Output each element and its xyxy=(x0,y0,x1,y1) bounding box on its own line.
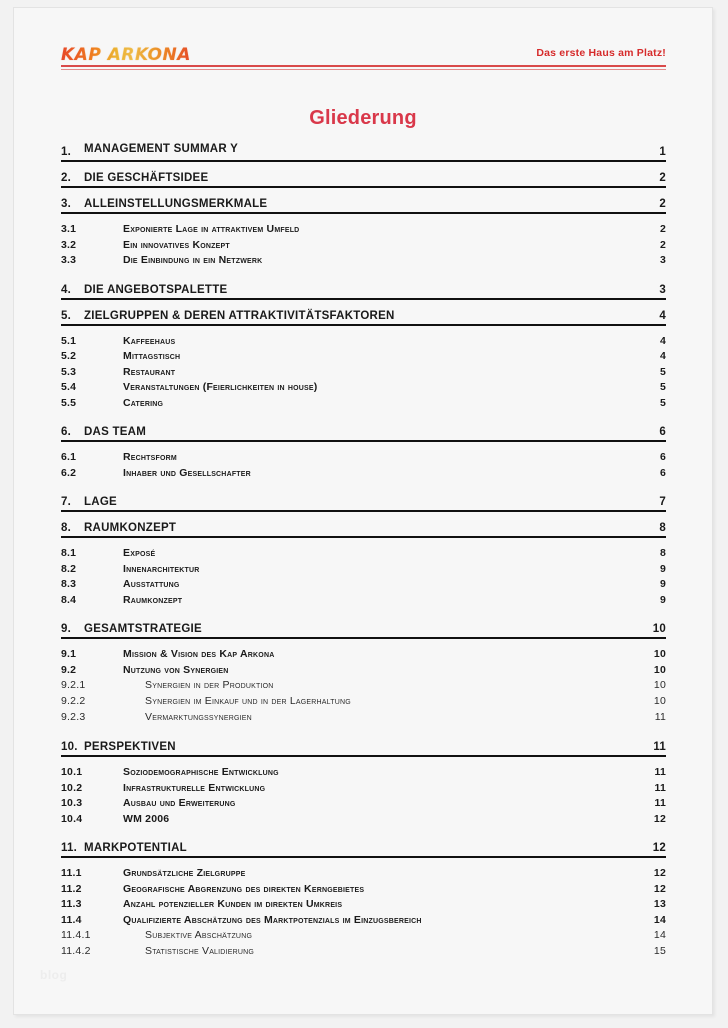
toc-entry-label: GESAMTSTRATEGIE xyxy=(84,623,202,635)
toc-entry-level-2[interactable] xyxy=(61,335,666,351)
toc-entry-label: RAUMKONZEPT xyxy=(84,522,177,534)
toc-entry-number: 6.1 xyxy=(61,451,77,463)
toc-entry-label: Geografische Abgrenzung des direkten Kerngebietes xyxy=(123,882,365,895)
toc-entry-page-number: 12 xyxy=(653,867,666,879)
toc-entry-page-number: 2 xyxy=(659,172,666,184)
toc-entry-page-number: 9 xyxy=(659,593,666,606)
toc-entry-page-number: 2 xyxy=(659,238,666,251)
toc-entry-level-2[interactable] xyxy=(61,578,666,594)
document-header xyxy=(61,41,666,73)
toc-entry-label: Die Einbindung in ein Netzwerk xyxy=(123,254,263,266)
toc-entry-number: 10.4 xyxy=(61,812,83,825)
toc-entry-number: 5.2 xyxy=(61,350,77,362)
toc-entry-label: Innenarchitektur xyxy=(123,562,200,575)
toc-entry-label: Grundsätzliche Zielgruppe xyxy=(123,867,246,879)
toc-entry-level-2[interactable] xyxy=(61,350,666,366)
toc-entry-number: 8.2 xyxy=(61,562,77,575)
document-page xyxy=(13,7,713,1015)
toc-entry-label: Subjektive Abschätzung xyxy=(145,929,253,941)
toc-entry-number: 9.2 xyxy=(61,663,77,676)
toc-entry-level-3[interactable] xyxy=(61,679,666,695)
toc-entry-level-2[interactable] xyxy=(61,451,666,467)
toc-entry-level-2[interactable] xyxy=(61,547,666,563)
toc-entry-level-1[interactable] xyxy=(61,138,666,164)
toc-entry-label: WM 2006 xyxy=(123,812,170,825)
toc-entry-page-number: 2 xyxy=(659,223,666,235)
toc-entry-label: Restaurant xyxy=(123,365,176,378)
toc-entry-label: Mittagstisch xyxy=(123,350,181,362)
toc-entry-page-number: 11 xyxy=(653,741,666,753)
toc-entry-page-number: 7 xyxy=(659,496,666,508)
toc-entry-level-2[interactable] xyxy=(61,648,666,664)
toc-entry-level-2[interactable] xyxy=(61,797,666,813)
toc-entry-level-2[interactable] xyxy=(61,813,666,829)
toc-entry-level-2[interactable] xyxy=(61,782,666,798)
toc-entry-page-number: 14 xyxy=(653,929,666,941)
toc-entry-label: Catering xyxy=(123,396,164,409)
toc-entry-level-2[interactable] xyxy=(61,223,666,239)
toc-entry-label: MARKPOTENTIAL xyxy=(84,842,187,854)
toc-entry-page-number: 5 xyxy=(659,396,666,409)
toc-entry-level-1[interactable] xyxy=(61,302,666,328)
toc-entry-page-number: 10 xyxy=(653,663,666,676)
toc-entry-number: 5.3 xyxy=(61,365,77,378)
toc-entry-page-number: 5 xyxy=(659,365,666,378)
toc-entry-label: DIE ANGEBOTSPALETTE xyxy=(84,283,228,296)
toc-entry-level-2[interactable] xyxy=(61,883,666,899)
toc-entry-level-3[interactable] xyxy=(61,711,666,727)
toc-entry-page-number: 10 xyxy=(653,679,666,691)
toc-entry-number: 2. xyxy=(61,172,72,184)
toc-entry-level-3[interactable] xyxy=(61,945,666,961)
toc-entry-level-1[interactable] xyxy=(61,190,666,216)
toc-entry-number: 11.4.1 xyxy=(61,929,91,941)
toc-entry-page-number: 5 xyxy=(659,381,666,393)
toc-entry-level-2[interactable] xyxy=(61,766,666,782)
toc-entry-label: MANAGEMENT SUMMAR Y xyxy=(84,143,239,155)
toc-entry-label: Synergien in der Produktion xyxy=(145,679,274,691)
toc-entry-level-2[interactable] xyxy=(61,381,666,397)
toc-entry-label: Rechtsform xyxy=(123,451,177,463)
toc-entry-number: 8.1 xyxy=(61,547,77,559)
toc-entry-page-number: 4 xyxy=(659,309,666,322)
toc-entry-level-2[interactable] xyxy=(61,867,666,883)
toc-entry-number: 11.4 xyxy=(61,913,82,926)
toc-entry-level-2[interactable] xyxy=(61,664,666,680)
toc-entry-label: ZIELGRUPPEN & DEREN ATTRAKTIVITÄTSFAKTOREN xyxy=(84,309,395,322)
toc-entry-level-2[interactable] xyxy=(61,914,666,930)
toc-entry-level-1[interactable] xyxy=(61,834,666,860)
toc-entry-level-1[interactable] xyxy=(61,733,666,759)
toc-entry-page-number: 3 xyxy=(659,283,666,296)
toc-entry-page-number: 9 xyxy=(659,578,666,590)
toc-entry-number: 3. xyxy=(61,198,72,210)
toc-entry-level-1[interactable] xyxy=(61,615,666,641)
toc-entry-number: 9.2.3 xyxy=(61,711,86,723)
toc-entry-label: Ausstattung xyxy=(123,578,180,590)
toc-entry-level-2[interactable] xyxy=(61,397,666,413)
toc-entry-label: Qualifizierte Abschätzung des Marktpotenzials im Einzugsbereich xyxy=(123,913,422,926)
toc-entry-label: DIE GESCHÄFTSIDEE xyxy=(84,172,209,184)
header-rule-bottom xyxy=(61,69,666,70)
toc-entry-level-2[interactable] xyxy=(61,254,666,270)
toc-entry-number: 3.1 xyxy=(61,223,77,235)
toc-entry-number: 6. xyxy=(61,426,72,438)
toc-entry-level-2[interactable] xyxy=(61,467,666,483)
toc-entry-number: 7. xyxy=(61,496,72,508)
table-of-contents xyxy=(61,138,666,961)
toc-entry-level-2[interactable] xyxy=(61,563,666,579)
toc-entry-number: 11.1 xyxy=(61,867,82,879)
toc-entry-label: Kaffeehaus xyxy=(123,334,176,347)
toc-entry-level-1[interactable] xyxy=(61,418,666,444)
toc-entry-label: Ein innovatives Konzept xyxy=(123,238,230,251)
toc-entry-label: Infrastrukturelle Entwicklung xyxy=(123,781,266,794)
toc-entry-number: 9.1 xyxy=(61,648,77,660)
header-rule-top xyxy=(61,65,666,67)
footer-watermark: blog xyxy=(40,968,68,982)
toc-entry-level-1[interactable] xyxy=(61,276,666,302)
toc-entry-number: 11.4.2 xyxy=(61,945,91,957)
toc-entry-page-number: 6 xyxy=(659,426,666,438)
toc-entry-label: ALLEINSTELLUNGSMERKMALE xyxy=(84,198,268,210)
toc-entry-number: 5.1 xyxy=(61,334,77,347)
toc-entry-number: 4. xyxy=(61,283,72,296)
toc-entry-label: LAGE xyxy=(84,496,117,508)
toc-entry-page-number: 10 xyxy=(653,648,666,660)
toc-entry-page-number: 1 xyxy=(659,146,666,158)
toc-entry-label: Inhaber und Gesellschafter xyxy=(123,466,251,479)
toc-entry-page-number: 11 xyxy=(654,797,666,809)
toc-entry-page-number: 9 xyxy=(659,562,666,575)
toc-entry-number: 11.2 xyxy=(61,882,82,895)
kap-arkona-logo: KAP ARKONA xyxy=(61,45,191,65)
toc-entry-page-number: 12 xyxy=(653,812,666,825)
toc-entry-page-number: 12 xyxy=(653,882,666,895)
toc-entry-page-number: 11 xyxy=(654,711,666,723)
toc-entry-level-2[interactable] xyxy=(61,366,666,382)
toc-entry-label: Statistische Validierung xyxy=(145,945,254,957)
toc-entry-number: 8.3 xyxy=(61,578,77,590)
toc-entry-page-number: 12 xyxy=(652,842,666,854)
toc-entry-number: 9.2.1 xyxy=(61,679,86,691)
toc-entry-page-number: 10 xyxy=(653,695,666,707)
toc-entry-page-number: 11 xyxy=(654,781,666,794)
toc-entry-label: Anzahl potenzieller Kunden im direkten Umkreis xyxy=(123,898,343,910)
toc-entry-page-number: 15 xyxy=(653,945,666,957)
toc-entry-label: Vermarktungssynergien xyxy=(145,711,252,723)
toc-entry-label: Ausbau und Erweiterung xyxy=(123,797,236,809)
page-title: Gliederung xyxy=(309,107,417,129)
toc-entry-label: Veranstaltungen (Feierlichkeiten in house) xyxy=(123,381,318,393)
toc-entry-number: 11. xyxy=(61,842,78,854)
toc-entry-number: 1. xyxy=(61,146,72,158)
toc-entry-page-number: 11 xyxy=(654,766,666,778)
toc-entry-number: 11.3 xyxy=(61,898,82,910)
toc-entry-label: Exponierte Lage in attraktivem Umfeld xyxy=(123,223,300,235)
toc-entry-number: 10.1 xyxy=(61,766,83,778)
toc-entry-number: 3.3 xyxy=(61,254,77,266)
toc-entry-label: PERSPEKTIVEN xyxy=(84,741,176,753)
toc-entry-label: Raumkonzept xyxy=(123,593,183,606)
toc-entry-number: 8. xyxy=(61,522,72,534)
toc-entry-page-number: 8 xyxy=(659,522,666,534)
toc-entry-label: Exposé xyxy=(123,547,156,559)
toc-entry-number: 5. xyxy=(61,309,72,322)
toc-entry-level-3[interactable] xyxy=(61,929,666,945)
toc-entry-label: DAS TEAM xyxy=(84,426,147,438)
toc-entry-label: Nutzung von Synergien xyxy=(123,663,229,676)
toc-entry-page-number: 6 xyxy=(659,451,666,463)
toc-entry-number: 8.4 xyxy=(61,593,77,606)
toc-entry-number: 3.2 xyxy=(61,238,77,251)
toc-entry-level-1[interactable] xyxy=(61,514,666,540)
toc-entry-number: 5.4 xyxy=(61,381,77,393)
toc-entry-page-number: 10 xyxy=(652,623,666,635)
toc-entry-page-number: 3 xyxy=(659,254,666,266)
toc-entry-page-number: 13 xyxy=(653,898,666,910)
toc-entry-number: 6.2 xyxy=(61,466,77,479)
toc-entry-level-2[interactable] xyxy=(61,594,666,610)
toc-entry-level-3[interactable] xyxy=(61,695,666,711)
toc-entry-page-number: 6 xyxy=(659,466,666,479)
toc-entry-number: 9. xyxy=(61,623,72,635)
toc-entry-number: 10. xyxy=(61,741,78,753)
toc-entry-level-1[interactable] xyxy=(61,164,666,190)
toc-entry-label: Soziodemographische Entwicklung xyxy=(123,766,279,778)
toc-entry-page-number: 4 xyxy=(659,350,666,362)
toc-entry-number: 5.5 xyxy=(61,396,77,409)
toc-entry-number: 10.2 xyxy=(61,781,83,794)
toc-entry-number: 10.3 xyxy=(61,797,83,809)
toc-entry-level-1[interactable] xyxy=(61,488,666,514)
toc-entry-level-2[interactable] xyxy=(61,239,666,255)
toc-entry-page-number: 2 xyxy=(659,198,666,210)
toc-entry-number: 9.2.2 xyxy=(61,695,86,707)
toc-entry-label: Synergien im Einkauf und in der Lagerhaltung xyxy=(145,695,351,707)
toc-entry-page-number: 8 xyxy=(659,547,666,559)
toc-entry-page-number: 14 xyxy=(653,913,666,926)
toc-entry-label: Mission & Vision des Kap Arkona xyxy=(123,648,275,660)
toc-entry-page-number: 4 xyxy=(659,334,666,347)
header-tagline: Das erste Haus am Platz! xyxy=(536,47,666,59)
toc-entry-level-2[interactable] xyxy=(61,898,666,914)
